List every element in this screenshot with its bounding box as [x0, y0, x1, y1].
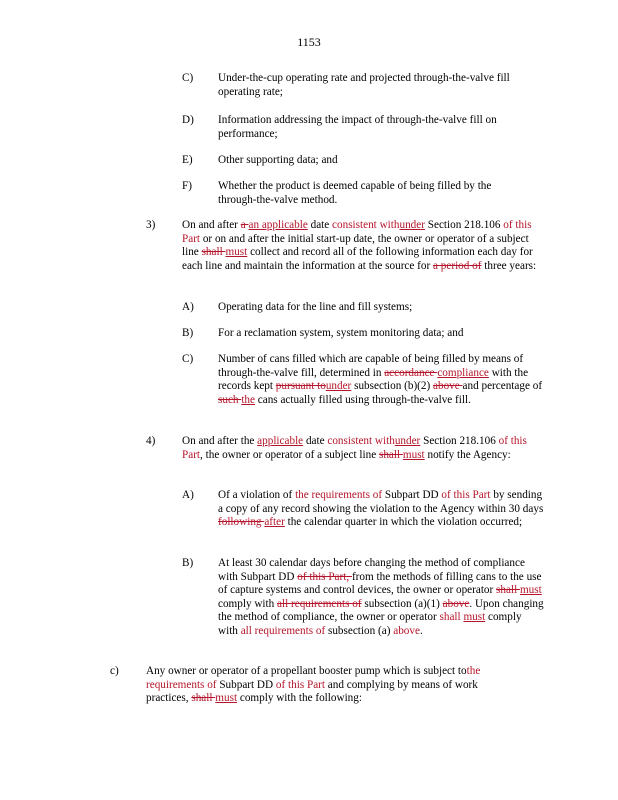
paragraph-text: On and after a an applicable date consistent withunder Section 218.106 of this Part or on and after the initial start-up date, the owner or operator of a subject line shall must collect and record all of the following information each day for each line and maintain the information at the source for a period of three years: [182, 219, 537, 272]
item-text: For a reclamation system, system monitoring data; and [218, 327, 464, 339]
item-label: A) [182, 301, 194, 313]
item-label: B) [182, 557, 194, 569]
item-text: Information addressing the impact of through-the-valve fill on performance; [218, 114, 497, 140]
item-text: Of a violation of the requirements of Subpart DD of this Part by sending a copy of any record showing the violation to the Agency within 30 days following after the calendar quarter in which the violation occurred; [218, 489, 544, 528]
item-label: 3) [146, 219, 156, 231]
paragraph-text: Any owner or operator of a propellant booster pump which is subject tothe requirements of Subpart DD of this Part and complying by means of work practices, shall must comply with the following: [146, 665, 481, 704]
item-label: E) [182, 154, 193, 166]
paragraph-text: On and after the applicable date consistent withunder Section 218.106 of this Part, the owner or operator of a subject line shall must notify the Agency: [182, 435, 527, 461]
item-label: C) [182, 72, 194, 84]
page-number: 1153 [297, 35, 321, 49]
item-text: Operating data for the line and fill systems; [218, 301, 413, 313]
item-text: Number of cans filled which are capable of being filled by means of through-the-valve fill, determined in accordance compliance with the records kept pursuant tounder subsection (b)(2) above and percentage of such the cans actually filled using through-the-valve fill. [218, 353, 543, 406]
item-text: Whether the product is deemed capable of being filled by the through-the-valve method. [218, 180, 492, 206]
item-label: 4) [146, 435, 156, 447]
item-label: F) [182, 180, 192, 192]
item-text: Other supporting data; and [218, 154, 338, 166]
item-label: A) [182, 489, 194, 501]
item-label: D) [182, 114, 194, 126]
item-label: B) [182, 327, 194, 339]
item-label: C) [182, 353, 194, 365]
item-label: c) [110, 665, 119, 677]
item-text: At least 30 calendar days before changing the method of compliance with Subpart DD of this Part, from the methods of filling cans to the use of capture systems and control devices, the owner or operator shall must comply with all requirements of subsection (a)(1) above. Upon changing the method of compliance, the owner or operator shall must comply with all requirements of subsection (a) above. [218, 557, 544, 637]
item-text: Under-the-cup operating rate and projected through-the-valve fill operating rate; [218, 72, 510, 98]
